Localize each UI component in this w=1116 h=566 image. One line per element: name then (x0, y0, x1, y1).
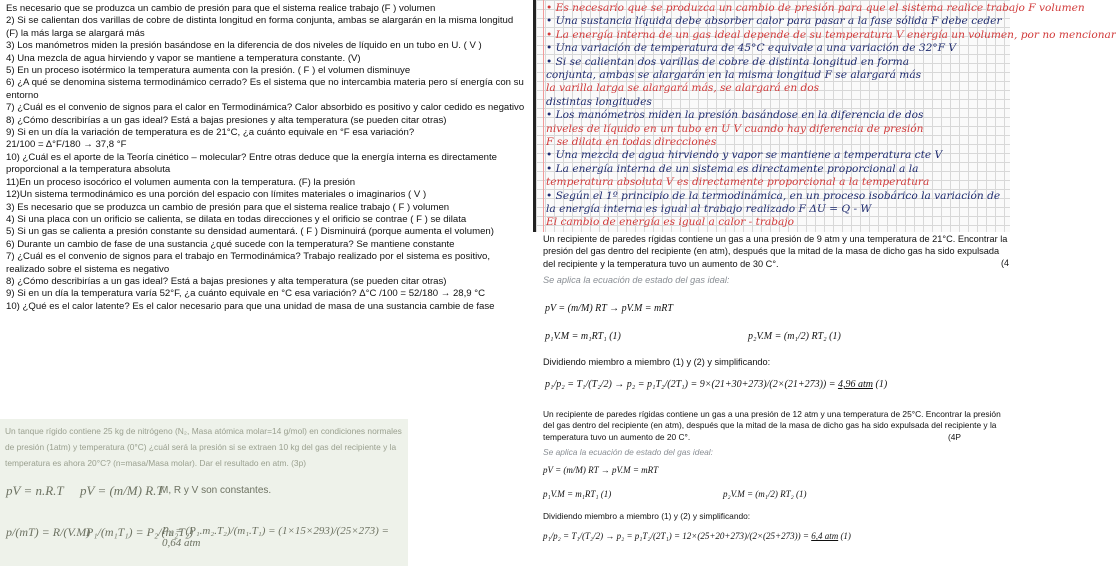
problem-2-points: (4P (947, 432, 961, 442)
photo-formula-6: P₂ = (P₁.m₂.T₂)/(m₁.T₁) = (1×15×293)/(25×273) = 0,64 atm (162, 525, 389, 549)
handwritten-line: F se dilata en todas direcciones (546, 136, 717, 148)
problem-2-hint: Se aplica la ecuación de estado del gas ideal: (543, 447, 713, 458)
problem-2-result: 6,4 atm (811, 531, 839, 541)
problem-2-eq4-mark: (1) (840, 531, 851, 541)
text-line: Es necesario que se produzca un cambio de presión para que el sistema realice trabajo (F ) volumen (6, 3, 436, 14)
text-line: 9) Si en un día la variación de temperatura es de 21°C, ¿a cuánto equivale en °F esa variación? (6, 127, 415, 139)
photo-formula-5: P₁/(m₁T₁) = P₂/(m₂T₂) (86, 525, 194, 539)
text-line: 6) ¿A qué se denomina sistema termodinámico cerrado? Es el sistema que no intercambia materia pero sí energía con su entorno (6, 77, 524, 101)
problem-2 (543, 409, 1011, 566)
handwritten-line: • Si se calientan dos varillas de cobre de distinta longitud en forma (546, 55, 910, 68)
text-line: 6) Durante un cambio de fase de una sustancia ¿qué sucede con la temperatura? Se mantiene constante (6, 238, 455, 250)
problem-2-eq3: p₂V.M = (m₁/2) RT₂ (1) (723, 489, 807, 499)
problem-2-dividing: Dividiendo miembro a miembro (1) y (2) y simplificando: (543, 511, 751, 521)
photo-formula-2: pV = (m/M) R.T (80, 483, 164, 498)
problem-2-statement: Un recipiente de paredes rígidas contiene un gas a una presión de 12 atm y una temperatura de 25°C. Encontrar la presión del gas dentro del recipiente (en atm), después que la mitad de la masa de dicho gas ha sido expulsada del recipiente y la temperatura tuvo un aumento de 20 C°. (543, 409, 1001, 442)
photo-formula-3: M, R y V son constantes. (160, 485, 272, 496)
left-text-column (6, 3, 526, 313)
text-line: 7) ¿Cuál es el convenio de signos para el trabajo en Termodinámica? Trabajo realizado por el sistema es positivo, realizado sobre el sistema es negativo (6, 251, 491, 275)
handwritten-line: • Una mezcla de agua hirviendo y vapor se mantiene a temperatura cte V (546, 149, 943, 162)
handwritten-line: temperatura absoluta V es directamente proporcional a la temperatura (546, 176, 930, 189)
handwritten-line: • La energía interna de un sistema es directamente proporcional a la (546, 162, 919, 175)
nitrogen-problem-photo (0, 419, 408, 566)
text-line: 10) ¿Cuál es el aporte de la Teoría cinético – molecular? Entre otras deduce que la energía interna es directamente proporcional a la temperatura absoluta (6, 151, 497, 176)
text-line: 2) Si se calientan dos varillas de cobre de distinta longitud en forma conjunta, ambas se alargarán en la misma longitud (F) la más larga se alargará más (6, 15, 514, 39)
problem-1-hint: Se aplica la ecuación de estado del gas ideal: (543, 275, 730, 286)
text-line: 4) Una mezcla de agua hirviendo y vapor se mantiene a temperatura constante. (V) (6, 52, 361, 64)
photo-formula-1: pV = n.R.T (6, 483, 64, 498)
text-line: 7) ¿Cuál es el convenio de signos para el calor en Termodinámica? Calor absorbido es positivo y calor cedido es negativo (6, 102, 525, 114)
text-line: 3) Los manómetros miden la presión basándose en la diferencia de dos niveles de líquido en un tubo en U. ( V ) (6, 40, 482, 52)
problem-1-dividing: Dividiendo miembro a miembro (1) y (2) y simplificando: (543, 357, 771, 367)
problem-1-eq4-text: p₁/p₂ = T₁/(T₂/2) → p₂ = p₁T₂/(2T₁) = 9×(21+30+273)/(2×(21+273)) = (545, 379, 836, 390)
photo-statement: Un tanque rígido contiene 25 kg de nitrógeno (N₂, Masa atómica molar=14 g/mol) en condiciones normales de presión (1atm) y temperatura (0°C) ¿cuál será la presión si se extraen 10 kg del gas del recipiente y la temperatura es ahora 20°C? (n=masa/Masa molar). Dar el resultado en atm. (3p) (5, 426, 402, 468)
handwritten-line: • Una variación de temperatura de 45°C equivale a una variación de 32°F V (546, 42, 957, 55)
photo-formula-4: p/(mT) = R/(V.M) (6, 525, 91, 539)
handwritten-line: • Una sustancia líquida debe absorber calor para pasar a la fase sólida F debe ceder (546, 15, 1002, 28)
problem-2-eq4 (543, 531, 851, 541)
problem-1-eq2: p₁V.M = m₁RT₁ (1) (545, 331, 621, 342)
handwritten-notebook-photo (533, 0, 1116, 232)
problem-1-result: 4,96 atm (837, 379, 873, 390)
text-line: 21/100 = Δ°F/180 → 37,8 °F (6, 139, 127, 151)
handwritten-line: El cambio de energía es igual a calor - trabajo (546, 216, 795, 229)
text-line: 12)Un sistema termodinámico es una porción del espacio con límites materiales o imaginarios ( V ) (6, 189, 427, 201)
handwritten-line: • La energía interna de un gas ideal depende de su temperatura V energía un volumen, por no mencionar (546, 28, 1116, 41)
problem-2-eq4-text: p₁/p₂ = T₁/(T₂/2) → p₂ = p₁T₂/(2T₁) = 12×(25+20+273)/(2×(25+273)) = (543, 531, 809, 541)
text-line: 3) Es necesario que se produzca un cambio de presión para que el sistema realice trabajo ( F ) volumen (6, 201, 450, 213)
text-line: 4) Si una placa con un orificio se calienta, se dilata en todas direcciones y el orificio se contrae ( F ) se dilata (6, 213, 467, 225)
text-line: 10) ¿Qué es el calor latente? Es el calor necesario para que una unidad de masa de una sustancia cambie de fase (6, 300, 495, 312)
handwritten-line: distintas longitudes (546, 95, 652, 108)
handwritten-line: niveles de líquido en un tubo en U V cuando hay diferencia de presión (546, 122, 924, 135)
problem-1-points: (4 (1000, 258, 1009, 268)
problem-1-eq4 (545, 379, 887, 390)
problem-1-eq3: p₂V.M = (m₁/2) RT₂ (1) (748, 331, 841, 342)
problem-1 (543, 233, 1011, 419)
notebook-margin-line (536, 0, 544, 232)
problem-1-eq1: pV = (m/M) RT → pV.M = mRT (545, 303, 673, 314)
text-line: 9) Si en un día la temperatura varía 52°F, ¿a cuánto equivale en °C esa variación? Δ°C /100 = 52/180 → 28,9 °C (6, 288, 486, 300)
handwritten-line: • Según el 1º principio de la termodinámica, en un proceso isobárico la variación de (546, 189, 1001, 202)
text-line: 11)En un proceso isocórico el volumen aumenta con la temperatura. (F) la presión (6, 176, 356, 188)
text-line: 8) ¿Cómo describirías a un gas ideal? Está a bajas presiones y alta temperatura (se pueden citar otras) (6, 114, 447, 126)
text-line: 8) ¿Cómo describirías a un gas ideal? Está a bajas presiones y alta temperatura (se pueden citar otras) (6, 275, 447, 287)
text-line: 5) Si un gas se calienta a presión constante su densidad aumentará. ( F ) Disminuirá (porque aumenta el volumen) (6, 226, 494, 238)
handwritten-line: la energía interna es igual al trabajo realizado F ΔU = Q - W (546, 203, 872, 215)
handwritten-line: • Es necesario que se produzca un cambio de presión para que el sistema realice trabajo F volumen (546, 2, 1085, 14)
problem-1-eq4-mark: (1) (875, 379, 888, 390)
text-line: 5) En un proceso isotérmico la temperatura aumenta con la presión. ( F ) el volumen disminuye (6, 65, 411, 77)
handwritten-line: • Los manómetros miden la presión basándose en la diferencia de dos (546, 109, 924, 122)
problem-1-statement: Un recipiente de paredes rígidas contiene un gas a una presión de 9 atm y una temperatura de 21°C. Encontrar la presión del gas dentro del recipiente (en atm), después que la mitad de la masa de dicho gas ha sido expulsada del recipiente y la temperatura tuvo un aumento de 30 C°. (543, 234, 1008, 269)
handwritten-line: conjunta, ambas se alargarán en la misma longitud F se alargará más (546, 69, 922, 81)
handwritten-line: la varilla larga se alargará más, se alargará en dos (546, 82, 820, 95)
problem-2-eq1: pV = (m/M) RT → pV.M = mRT (543, 465, 659, 475)
problem-2-eq2: p₁V.M = m₁RT₁ (1) (543, 489, 612, 499)
